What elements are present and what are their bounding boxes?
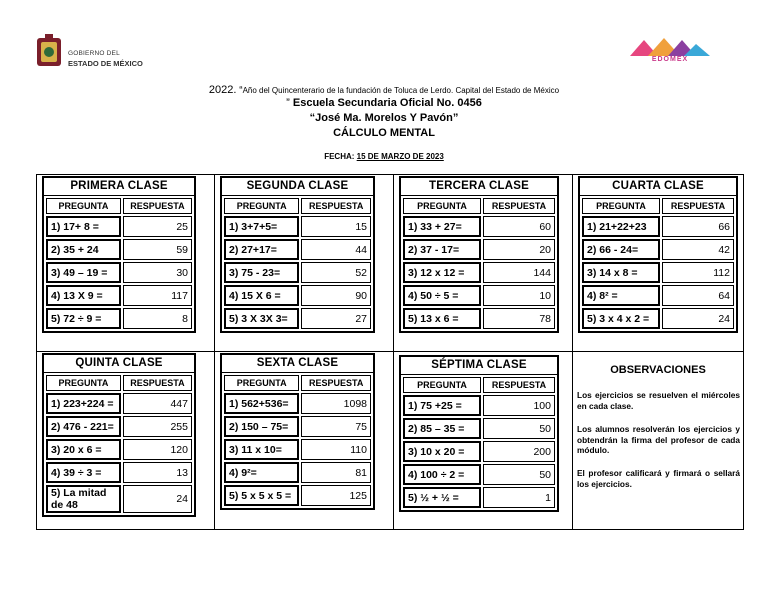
- header-row: [403, 377, 555, 393]
- exercise-table: [580, 196, 736, 331]
- answer-cell: 117: [123, 285, 192, 306]
- date-value: 15 DE MARZO DE 2023: [356, 152, 444, 161]
- header-row: [403, 198, 555, 214]
- question-cell: 5) 13 x 6 =: [403, 308, 481, 329]
- question-cell: 2) 150 – 75=: [224, 416, 299, 437]
- question-cell: 3) 14 x 8 =: [582, 262, 660, 283]
- question-cell: 3) 75 - 23=: [224, 262, 299, 283]
- table-row: [403, 395, 555, 416]
- table-row: [224, 262, 371, 283]
- answer-cell: 24: [123, 485, 192, 513]
- question-cell: 1) 3+7+5=: [224, 216, 299, 237]
- question-cell: 3) 12 x 12 =: [403, 262, 481, 283]
- grid-divider: [37, 351, 743, 352]
- table-row: [46, 439, 192, 460]
- question-cell: 2) 66 - 24=: [582, 239, 660, 260]
- table-row: [46, 485, 192, 513]
- subject-title: CÁLCULO MENTAL: [333, 127, 435, 139]
- logo-line-2: ESTADO DE MÉXICO: [68, 59, 143, 68]
- answer-cell: 110: [301, 439, 371, 460]
- question-header: PREGUNTA: [582, 198, 660, 214]
- question-cell: 1) 75 +25 =: [403, 395, 481, 416]
- exercise-table: [222, 373, 373, 508]
- class-title: SEGUNDA CLASE: [222, 178, 373, 196]
- table-row: [46, 416, 192, 437]
- question-cell: 5) 3 x 4 x 2 =: [582, 308, 660, 329]
- question-cell: 3) 10 x 20 =: [403, 441, 481, 462]
- question-cell: 1) 33 + 27=: [403, 216, 481, 237]
- class-table: [399, 355, 559, 512]
- answer-cell: 20: [483, 239, 555, 260]
- motto-quote: “: [239, 85, 243, 96]
- state-seal-icon: [34, 34, 64, 70]
- answer-cell: 144: [483, 262, 555, 283]
- table-row: [224, 393, 371, 414]
- question-cell: 5) 72 ÷ 9 =: [46, 308, 121, 329]
- class-title: QUINTA CLASE: [44, 355, 194, 373]
- question-cell: 3) 49 – 19 =: [46, 262, 121, 283]
- answer-header: RESPUESTA: [123, 375, 192, 391]
- answer-cell: 44: [301, 239, 371, 260]
- header-row: [46, 375, 192, 391]
- question-cell: 4) 9²=: [224, 462, 299, 483]
- question-header: PREGUNTA: [46, 375, 121, 391]
- answer-cell: 90: [301, 285, 371, 306]
- question-cell: 4) 50 ÷ 5 =: [403, 285, 481, 306]
- table-row: [224, 439, 371, 460]
- answer-cell: 112: [662, 262, 734, 283]
- question-cell: 4) 8² =: [582, 285, 660, 306]
- answer-cell: 60: [483, 216, 555, 237]
- answer-cell: 100: [483, 395, 555, 416]
- class-table: [220, 176, 375, 333]
- answer-cell: 1098: [301, 393, 371, 414]
- question-cell: 4) 39 ÷ 3 =: [46, 462, 121, 483]
- table-row: [582, 285, 734, 306]
- answer-cell: 15: [301, 216, 371, 237]
- edomex-mountains-icon: [620, 34, 720, 58]
- table-row: [403, 216, 555, 237]
- table-row: [224, 285, 371, 306]
- class-table: [42, 176, 196, 333]
- answer-cell: 1: [483, 487, 555, 508]
- school: Escuela Secundaria Oficial No. 0456: [292, 97, 482, 109]
- grid-divider: [393, 175, 394, 529]
- observation-3: El profesor calificará y firmará o sellará los ejercicios.: [577, 468, 740, 489]
- table-row: [403, 441, 555, 462]
- grid-divider: [214, 175, 215, 529]
- answer-header: RESPUESTA: [123, 198, 192, 214]
- table-row: [403, 239, 555, 260]
- answer-cell: 30: [123, 262, 192, 283]
- question-cell: 3) 11 x 10=: [224, 439, 299, 460]
- header-row: [46, 198, 192, 214]
- exercise-table: [44, 373, 194, 515]
- question-cell: 5) ½ + ½ =: [403, 487, 481, 508]
- logo-line-1: GOBIERNO DEL: [68, 50, 120, 57]
- table-row: [46, 285, 192, 306]
- answer-cell: 25: [123, 216, 192, 237]
- class-table: [578, 176, 738, 333]
- table-row: [46, 239, 192, 260]
- answer-cell: 13: [123, 462, 192, 483]
- answer-cell: 27: [301, 308, 371, 329]
- answer-header: RESPUESTA: [483, 377, 555, 393]
- answer-cell: 447: [123, 393, 192, 414]
- exercise-table: [44, 196, 194, 331]
- exercise-table: [401, 375, 557, 510]
- answer-cell: 52: [301, 262, 371, 283]
- answer-cell: 66: [662, 216, 734, 237]
- question-cell: 2) 85 – 35 =: [403, 418, 481, 439]
- answer-cell: 24: [662, 308, 734, 329]
- table-row: [403, 285, 555, 306]
- question-cell: 5) 3 X 3X 3=: [224, 308, 299, 329]
- question-cell: 1) 223+224 =: [46, 393, 121, 414]
- observation-1: Los ejercicios se resuelven el miércoles en cada clase.: [577, 390, 740, 411]
- question-cell: 4) 15 X 6 =: [224, 285, 299, 306]
- table-row: [582, 262, 734, 283]
- answer-cell: 8: [123, 308, 192, 329]
- table-row: [46, 462, 192, 483]
- class-title: PRIMERA CLASE: [44, 178, 194, 196]
- question-cell: 1) 562+536=: [224, 393, 299, 414]
- class-table: [220, 353, 375, 510]
- answer-cell: 10: [483, 285, 555, 306]
- question-cell: 2) 27+17=: [224, 239, 299, 260]
- table-row: [582, 216, 734, 237]
- answer-cell: 78: [483, 308, 555, 329]
- table-row: [224, 216, 371, 237]
- school-name: “José Ma. Morelos Y Pavón”: [309, 112, 459, 124]
- table-row: [224, 308, 371, 329]
- school-line: [0, 97, 768, 109]
- question-header: PREGUNTA: [403, 377, 481, 393]
- motto-line: [0, 84, 768, 96]
- header-row: [224, 198, 371, 214]
- exercise-table: [222, 196, 373, 331]
- edomex-brand: EDOMEX: [651, 56, 689, 63]
- question-cell: 2) 35 + 24: [46, 239, 121, 260]
- table-row: [224, 485, 371, 506]
- table-row: [403, 262, 555, 283]
- class-table: [399, 176, 559, 333]
- grid-divider: [572, 175, 573, 529]
- answer-header: RESPUESTA: [301, 198, 371, 214]
- observations-title: OBSERVACIONES: [610, 364, 706, 376]
- question-cell: 2) 476 - 221=: [46, 416, 121, 437]
- table-row: [582, 239, 734, 260]
- date-label: FECHA:: [324, 152, 355, 161]
- question-header: PREGUNTA: [224, 198, 299, 214]
- table-row: [403, 487, 555, 508]
- class-title: TERCERA CLASE: [401, 178, 557, 196]
- question-cell: 2) 37 - 17=: [403, 239, 481, 260]
- table-row: [46, 216, 192, 237]
- answer-cell: 50: [483, 418, 555, 439]
- gobierno-edomex-logo: [34, 34, 146, 74]
- answer-cell: 120: [123, 439, 192, 460]
- answer-cell: 59: [123, 239, 192, 260]
- question-header: PREGUNTA: [46, 198, 121, 214]
- date-line: [0, 152, 768, 161]
- table-row: [403, 418, 555, 439]
- answer-cell: 255: [123, 416, 192, 437]
- question-cell: 5) La mitad de 48: [46, 485, 121, 513]
- school-quote: ”: [286, 97, 290, 109]
- exercise-table: [401, 196, 557, 331]
- header-row: [224, 375, 371, 391]
- answer-cell: 125: [301, 485, 371, 506]
- answer-header: RESPUESTA: [301, 375, 371, 391]
- class-title: SÉPTIMA CLASE: [401, 357, 557, 375]
- class-title: SEXTA CLASE: [222, 355, 373, 373]
- question-header: PREGUNTA: [224, 375, 299, 391]
- motto: Año del Quincenterario de la fundación de Toluca de Lerdo. Capital del Estado de México: [242, 86, 560, 95]
- question-cell: 1) 21+22+23: [582, 216, 660, 237]
- header-row: [582, 198, 734, 214]
- observation-2: Los alumnos resolverán los ejercicios y obtendrán la firma del profesor de cada módulo.: [577, 424, 740, 455]
- edomex-logo: [620, 34, 720, 74]
- class-table: [42, 353, 196, 517]
- answer-cell: 200: [483, 441, 555, 462]
- answer-cell: 64: [662, 285, 734, 306]
- year: 2022.: [208, 84, 237, 96]
- table-row: [46, 262, 192, 283]
- class-title: CUARTA CLASE: [580, 178, 736, 196]
- answer-cell: 81: [301, 462, 371, 483]
- question-cell: 5) 5 x 5 x 5 =: [224, 485, 299, 506]
- answer-header: RESPUESTA: [483, 198, 555, 214]
- table-row: [224, 239, 371, 260]
- answer-cell: 75: [301, 416, 371, 437]
- table-row: [46, 308, 192, 329]
- table-row: [224, 416, 371, 437]
- question-cell: 1) 17+ 8 =: [46, 216, 121, 237]
- question-header: PREGUNTA: [403, 198, 481, 214]
- question-cell: 4) 13 X 9 =: [46, 285, 121, 306]
- table-row: [403, 308, 555, 329]
- question-cell: 4) 100 ÷ 2 =: [403, 464, 481, 485]
- table-row: [46, 393, 192, 414]
- answer-cell: 50: [483, 464, 555, 485]
- answer-cell: 42: [662, 239, 734, 260]
- table-row: [224, 462, 371, 483]
- question-cell: 3) 20 x 6 =: [46, 439, 121, 460]
- table-row: [403, 464, 555, 485]
- table-row: [582, 308, 734, 329]
- answer-header: RESPUESTA: [662, 198, 734, 214]
